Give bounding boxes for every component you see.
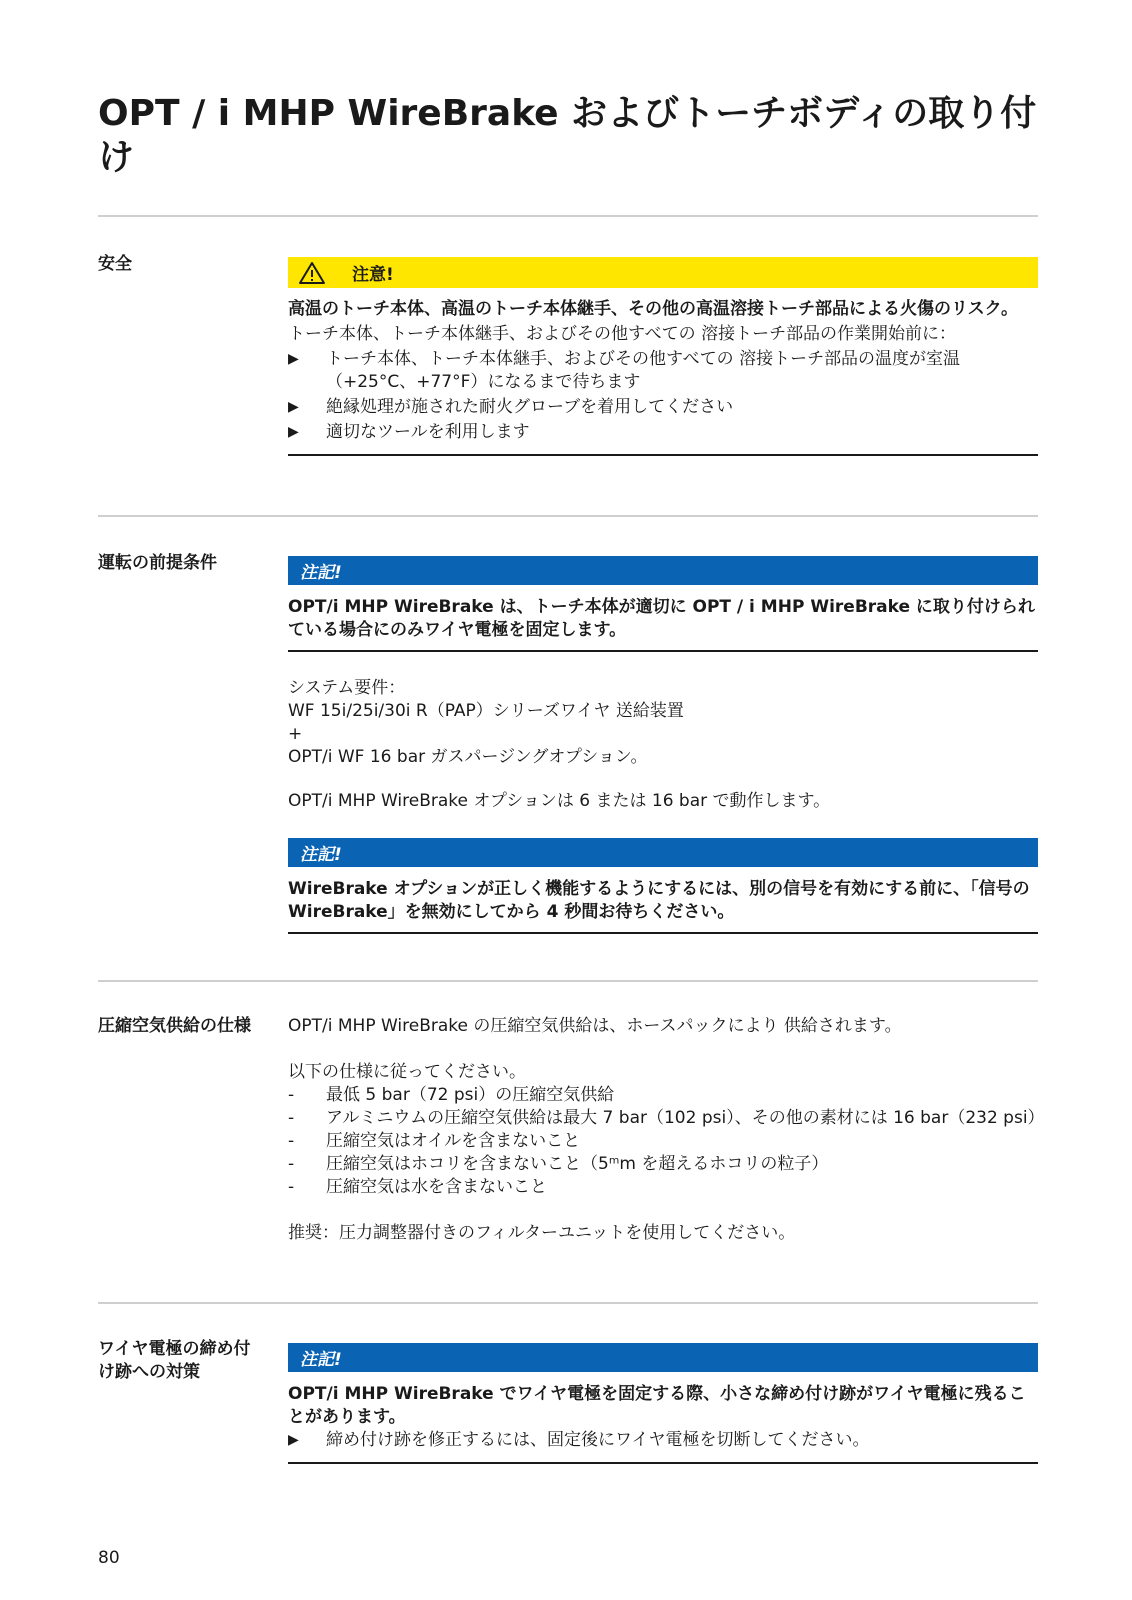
list-item: - 圧縮空気は水を含まないこと: [288, 1177, 547, 1197]
note-label: 注記!: [300, 563, 342, 583]
spec-intro: 以下の仕様に従ってください。: [288, 1062, 526, 1082]
list-item: ▶ トーチ本体、トーチ本体継手、およびその他すべての 溶接トーチ部品の温度が室温（+25°C、+77°F）になるまで待ちます: [288, 349, 961, 392]
section-label-safety: 安全: [98, 254, 132, 274]
warning-triangle-icon: [298, 261, 326, 285]
note-banner: [288, 1343, 1038, 1372]
page-number: 80: [98, 1548, 120, 1568]
list-item: - 最低 5 bar（72 psi）の圧縮空気供給: [288, 1085, 615, 1105]
list-item: ▶ 締め付け跡を修正するには、固定後にワイヤ電極を切断してください。: [288, 1430, 870, 1450]
section-label-clamping-marks: ワイヤ電極の締め付け跡への対策: [98, 1339, 251, 1382]
section-label-prerequisites: 運転の前提条件: [98, 553, 217, 573]
right-triangle-bullet-icon: ▶: [288, 424, 299, 440]
right-triangle-bullet-icon: ▶: [288, 399, 299, 415]
caution-banner: [288, 257, 1038, 288]
block-end-rule: [288, 932, 1038, 934]
right-triangle-bullet-icon: ▶: [288, 351, 299, 367]
block-end-rule: [288, 454, 1038, 456]
right-triangle-bullet-icon: ▶: [288, 1432, 299, 1448]
note-label: 注記!: [300, 845, 342, 865]
section-divider: [98, 1302, 1038, 1304]
section-divider: [98, 215, 1038, 217]
prerequisites-section: [288, 556, 1038, 934]
page-title: OPT / i MHP WireBrake およびトーチボディの取り付け: [98, 93, 1037, 178]
caution-intro: トーチ本体、トーチ本体継手、およびその他すべての 溶接トーチ部品の作業開始前に：: [288, 324, 957, 344]
note-label: 注記!: [300, 1350, 342, 1370]
block-end-rule: [288, 650, 1038, 652]
list-item: - 圧縮空気はホコリを含まないこと（5ᵐm を超えるホコリの粒子）: [288, 1154, 829, 1174]
list-item: - アルミニウムの圧縮空気供給は最大 7 bar（102 psi）、その他の素材には 16 bar（232 psi）: [288, 1108, 1045, 1128]
system-requirements: システム要件： WF 15i/25i/30i R（PAP）シリーズワイヤ 送給装置 + OPT/i WF 16 bar ガスパージングオプション。: [288, 678, 684, 767]
note-text: OPT/i MHP WireBrake でワイヤ電極を固定する際、小さな締め付け跡がワイヤ電極に残ることがあります。: [288, 1384, 1026, 1427]
operation-pressure-text: OPT/i MHP WireBrake オプションは 6 または 16 bar で動作します。: [288, 791, 831, 811]
air-supply-intro: OPT/i MHP WireBrake の圧縮空気供給は、ホースパックにより 供給されます。: [288, 1016, 902, 1036]
list-item: ▶ 適切なツールを利用します: [288, 422, 530, 442]
note-banner: [288, 838, 1038, 867]
section-divider: [98, 515, 1038, 517]
section-divider: [98, 980, 1038, 982]
safety-section: [288, 257, 1038, 456]
list-item: ▶ 絶縁処理が施された耐火グローブを着用してください: [288, 397, 734, 417]
note-banner: [288, 556, 1038, 585]
clamping-marks-section: [288, 1343, 1038, 1464]
caution-heading: 高温のトーチ本体、高温のトーチ本体継手、その他の高温溶接トーチ部品による火傷のリスク。: [288, 299, 1018, 319]
block-end-rule: [288, 1462, 1038, 1464]
note-text: WireBrake オプションが正しく機能するようにするには、別の信号を有効にする前に、「信号の WireBrake」を無効にしてから 4 秒間お待ちください。: [288, 879, 1030, 922]
note-text: OPT/i MHP WireBrake は、トーチ本体が適切に OPT / i MHP WireBrake に取り付けられている場合にのみワイヤ電極を固定します。: [288, 597, 1035, 640]
caution-label: 注意!: [352, 265, 394, 285]
section-label-air-supply: 圧縮空気供給の仕様: [98, 1016, 251, 1036]
recommendation-text: 推奨：圧力調整器付きのフィルターユニットを使用してください。: [288, 1223, 796, 1243]
list-item: - 圧縮空気はオイルを含まないこと: [288, 1131, 581, 1151]
air-supply-section: [288, 1015, 1045, 1245]
